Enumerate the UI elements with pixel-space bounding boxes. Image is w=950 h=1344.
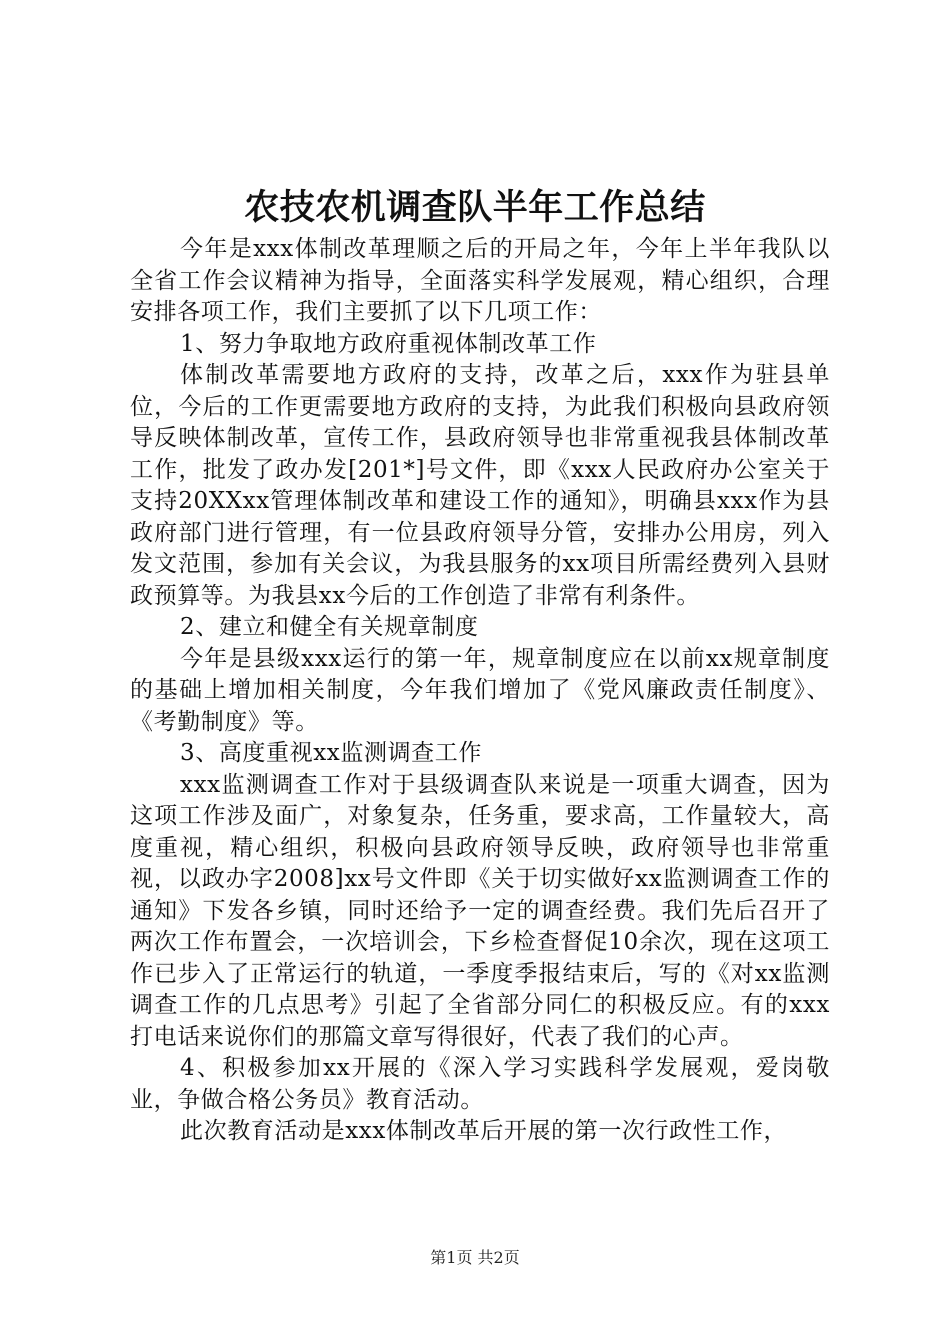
section-heading-4: 4、积极参加xx开展的《深入学习实践科学发展观，爱岗敬业，争做合格公务员》教育活动。: [130, 1055, 830, 1113]
page-footer: 第1页 共2页: [430, 1248, 520, 1267]
intro-paragraph: 今年是xxx体制改革理顺之后的开局之年，今年上半年我队以全省工作会议精神为指导，全面落实科学发展观，精心组织，合理安排各项工作，我们主要抓了以下几项工作：: [130, 236, 830, 325]
section-1-paragraph: 体制改革需要地方政府的支持，改革之后，xxx作为驻县单位，今后的工作更需要地方政府的支持，为此我们积极向县政府领导反映体制改革，宣传工作，县政府领导也非常重视我县体制改革工作，批发了政办发[201*]号文件，即《xxx人民政府办公室关于支持20XXxx管理体制改革和建设工作的通知》，明确县xxx作为县政府部门进行管理，有一位县政府领导分管，安排办公用房，列入发文范围，参加有关会议，为我县服务的xx项目所需经费列入县财政预算等。为我县xx今后的工作创造了非常有利条件。: [130, 362, 830, 609]
section-heading-2: 2、建立和健全有关规章制度: [180, 614, 479, 640]
section-4-paragraph: 此次教育活动是xxx体制改革后开展的第一次行政性工作，: [180, 1118, 788, 1144]
section-2-paragraph: 今年是县级xxx运行的第一年，规章制度应在以前xx规章制度的基础上增加相关制度，今年我们增加了《党风廉政责任制度》、《考勤制度》等。: [130, 645, 830, 735]
section-heading-1: 1、努力争取地方政府重视体制改革工作: [180, 330, 597, 357]
section-3-paragraph: xxx监测调查工作对于县级调查队来说是一项重大调查，因为这项工作涉及面广，对象复杂，任务重，要求高，工作量较大，高度重视，精心组织，积极向县政府领导反映，政府领导也非常重视，以政办字2008]xx号文件即《关于切实做好xx监测调查工作的通知》下发各乡镇，同时还给予一定的调查经费。我们先后召开了两次工作布置会，一次培训会，下乡检查督促10余次，现在这项工作已步入了正常运行的轨道，一季度季报结束后，写的《对xx监测调查工作的几点思考》引起了全省部分同仁的积极反应。有的xxx打电话来说你们的那篇文章写得很好，代表了我们的心声。: [130, 771, 830, 1050]
document-body: [130, 234, 830, 1148]
page-title: 农技农机调查队半年工作总结: [244, 187, 706, 228]
section-heading-3: 3、高度重视xx监测调查工作: [180, 740, 482, 766]
